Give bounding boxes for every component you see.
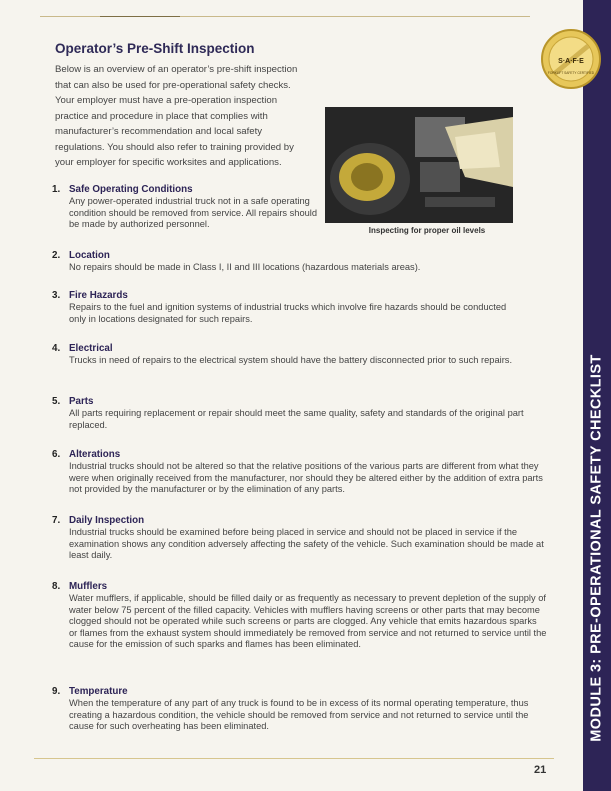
item-number: 2. xyxy=(52,250,61,261)
item-heading: Daily Inspection xyxy=(69,515,145,526)
item-body: Trucks in need of repairs to the electrical system should have the battery disconnected prior to such repairs. xyxy=(69,355,513,365)
item-number: 9. xyxy=(52,686,61,697)
item-number: 6. xyxy=(52,449,61,460)
item-heading: Temperature xyxy=(69,686,128,697)
engine-oil-photo xyxy=(325,107,513,223)
item-heading: Mufflers xyxy=(69,581,108,592)
item-body: Industrial trucks should not be altered so that the relative positions of the various parts are different from what they were when originally received from the manufacturer, nor should they be altered either by the addition of extra parts not provided by the manufacturer or by the elimination of any parts. xyxy=(69,461,543,494)
safety-seal-icon xyxy=(540,28,602,90)
top-rule xyxy=(40,16,530,17)
page-title: Operator’s Pre-Shift Inspection xyxy=(55,41,255,56)
badge-ring-text: FORKLIFT SAFETY CERTIFIED xyxy=(547,71,595,75)
item-number: 1. xyxy=(52,184,61,195)
item-heading: Fire Hazards xyxy=(69,290,128,301)
item-body: All parts requiring replacement or repair should meet the same quality, safety and standards of the original part replaced. xyxy=(69,408,524,430)
module-title: MODULE 3: PRE-OPERATIONAL SAFETY CHECKLIST xyxy=(589,354,606,742)
bottom-rule xyxy=(34,758,554,759)
item-heading: Parts xyxy=(69,396,94,407)
item-number: 5. xyxy=(52,396,61,407)
photo-caption: Inspecting for proper oil levels xyxy=(368,226,486,235)
item-heading: Location xyxy=(69,250,110,261)
item-number: 8. xyxy=(52,581,61,592)
item-body: Water mufflers, if applicable, should be filled daily or as frequently as necessary to prevent depletion of the supply of water below 75 percent of the filled capacity. Vehicles with mufflers having screens or other parts that may become clogged should not be operated while such screens or parts are clogged. Any vehicle that emits hazardous sparks or flames from the exhaust system should immediately be removed from service and not returned to service until the cause for the emission of such sparks and flames has been eliminated. xyxy=(69,593,547,649)
item-body: No repairs should be made in Class I, II and III locations (hazardous materials areas). xyxy=(69,262,421,272)
item-body: Industrial trucks should be examined before being placed in service and should not be placed in service if the examination shows any condition adversely affecting the safety of the vehicle. Such examination should be made at least daily. xyxy=(69,527,544,560)
item-number: 4. xyxy=(52,343,61,354)
item-number: 7. xyxy=(52,515,61,526)
item-number: 3. xyxy=(52,290,61,301)
intro-text: Below is an overview of an operator’s pre-shift inspection that can also be used for pre-operational safety checks. Your employer must have a pre-operation inspection practice and procedure in place that complies with manufacturer’s recommendation and local safety regulations. You should also refer to training provided by your employer for specific worksites and applications. xyxy=(55,64,298,168)
side-title-container xyxy=(583,0,611,791)
item-heading: Electrical xyxy=(69,343,113,354)
page-number: 21 xyxy=(534,764,547,776)
badge-text: S·A·F·E xyxy=(558,58,584,65)
item-heading: Alterations xyxy=(69,449,121,460)
item-body: When the temperature of any part of any truck is found to be in excess of its normal operating temperature, thus creating a hazardous condition, the vehicle should be removed from service and not returned to service until the cause for such overheating has been eliminated. xyxy=(69,698,529,731)
item-heading: Safe Operating Conditions xyxy=(69,184,193,195)
item-body: Any power-operated industrial truck not in a safe operating condition should be removed from service. All repairs should be made by authorized personnel. xyxy=(69,196,318,229)
item-body: Repairs to the fuel and ignition systems of industrial trucks which involve fire hazards should be conducted only in locations designated for such repairs. xyxy=(69,302,507,324)
